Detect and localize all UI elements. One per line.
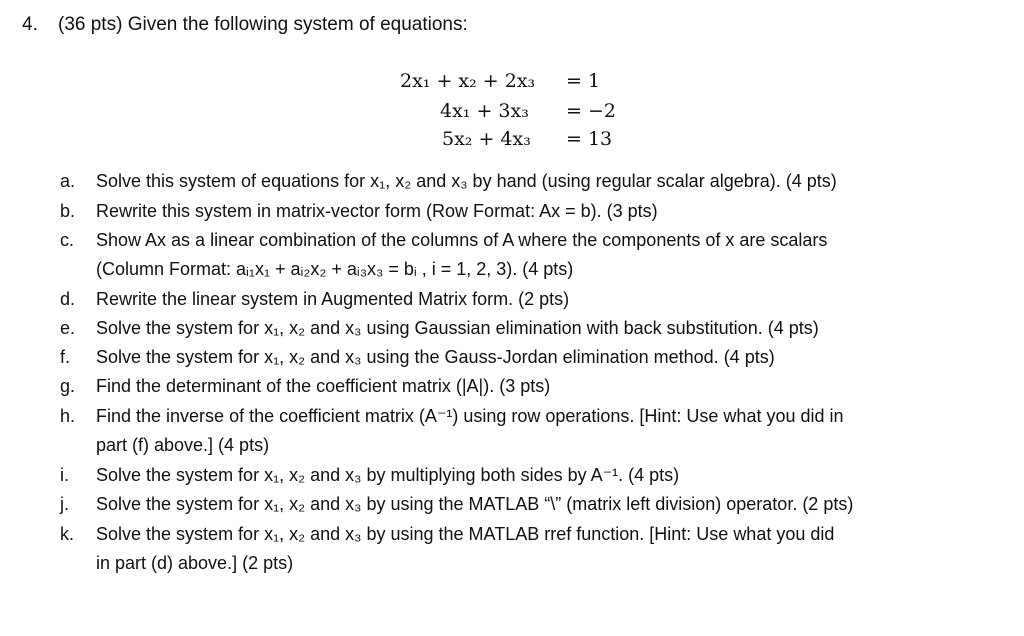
sub-question-label: e. <box>60 318 76 338</box>
equation-2-rhs: = −2 <box>566 100 616 122</box>
question-number: 4. <box>22 14 38 35</box>
sub-question-label: h. <box>60 406 76 426</box>
sub-question-label: b. <box>60 201 76 221</box>
sub-question-text-line2: in part (d) above.] (2 pts) <box>96 553 294 573</box>
equation-1-rhs: = 1 <box>566 70 601 92</box>
sub-question-label: j. <box>60 494 69 514</box>
sub-question-text-line1: Find the inverse of the coefficient matrix (A⁻¹) using row operations. [Hint: Use what you did in <box>96 406 844 426</box>
sub-question-label: c. <box>60 230 75 250</box>
sub-question-text: Find the determinant of the coefficient matrix (|A|). (3 pts) <box>96 376 551 396</box>
equation-1 <box>400 70 601 92</box>
sub-question-text-line2: part (f) above.] (4 pts) <box>96 435 270 455</box>
sub-question-text: Solve the system for x₁, x₂ and x₃ using Gaussian elimination with back substitution. (4 pts) <box>96 318 819 338</box>
sub-question-label: f. <box>60 347 71 367</box>
sub-question-text: Rewrite this system in matrix-vector form (Row Format: Ax = b). (3 pts) <box>96 201 658 221</box>
sub-question-text-line1: Show Ax as a linear combination of the columns of A where the components of x are scalars <box>96 230 828 250</box>
sub-question-label: i. <box>60 465 69 485</box>
equation-2 <box>440 100 616 122</box>
question-header <box>22 14 468 36</box>
equation-3 <box>442 128 613 150</box>
question-title: (36 pts) Given the following system of equations: <box>58 14 468 35</box>
sub-question-text: Solve the system for x₁, x₂ and x₃ by using the MATLAB “\” (matrix left division) operator. (2 pts) <box>96 494 854 514</box>
sub-question-label: d. <box>60 289 76 309</box>
sub-question-text: Solve the system for x₁, x₂ and x₃ by multiplying both sides by A⁻¹. (4 pts) <box>96 465 680 485</box>
sub-question-text: Rewrite the linear system in Augmented Matrix form. (2 pts) <box>96 289 570 309</box>
equation-3-rhs: = 13 <box>566 128 613 150</box>
sub-question-text-line1: Solve the system for x₁, x₂ and x₃ by using the MATLAB rref function. [Hint: Use what you did <box>96 524 835 544</box>
equation-1-lhs: 2x₁ + x₂ + 2x₃ <box>400 70 536 92</box>
sub-question-text: Solve this system of equations for x₁, x₂ and x₃ by hand (using regular scalar algebra). (4 pts) <box>96 171 837 191</box>
equation-3-lhs: 5x₂ + 4x₃ <box>442 128 531 150</box>
equation-2-lhs: 4x₁ + 3x₃ <box>440 100 529 122</box>
sub-question-label: k. <box>60 524 75 544</box>
sub-question-label: a. <box>60 171 76 191</box>
sub-question-text-line2: (Column Format: aᵢ₁x₁ + aᵢ₂x₂ + aᵢ₃x₃ = bᵢ , i = 1, 2, 3). (4 pts) <box>96 259 574 279</box>
sub-question-text: Solve the system for x₁, x₂ and x₃ using the Gauss-Jordan elimination method. (4 pts) <box>96 347 775 367</box>
sub-question-label: g. <box>60 376 76 396</box>
